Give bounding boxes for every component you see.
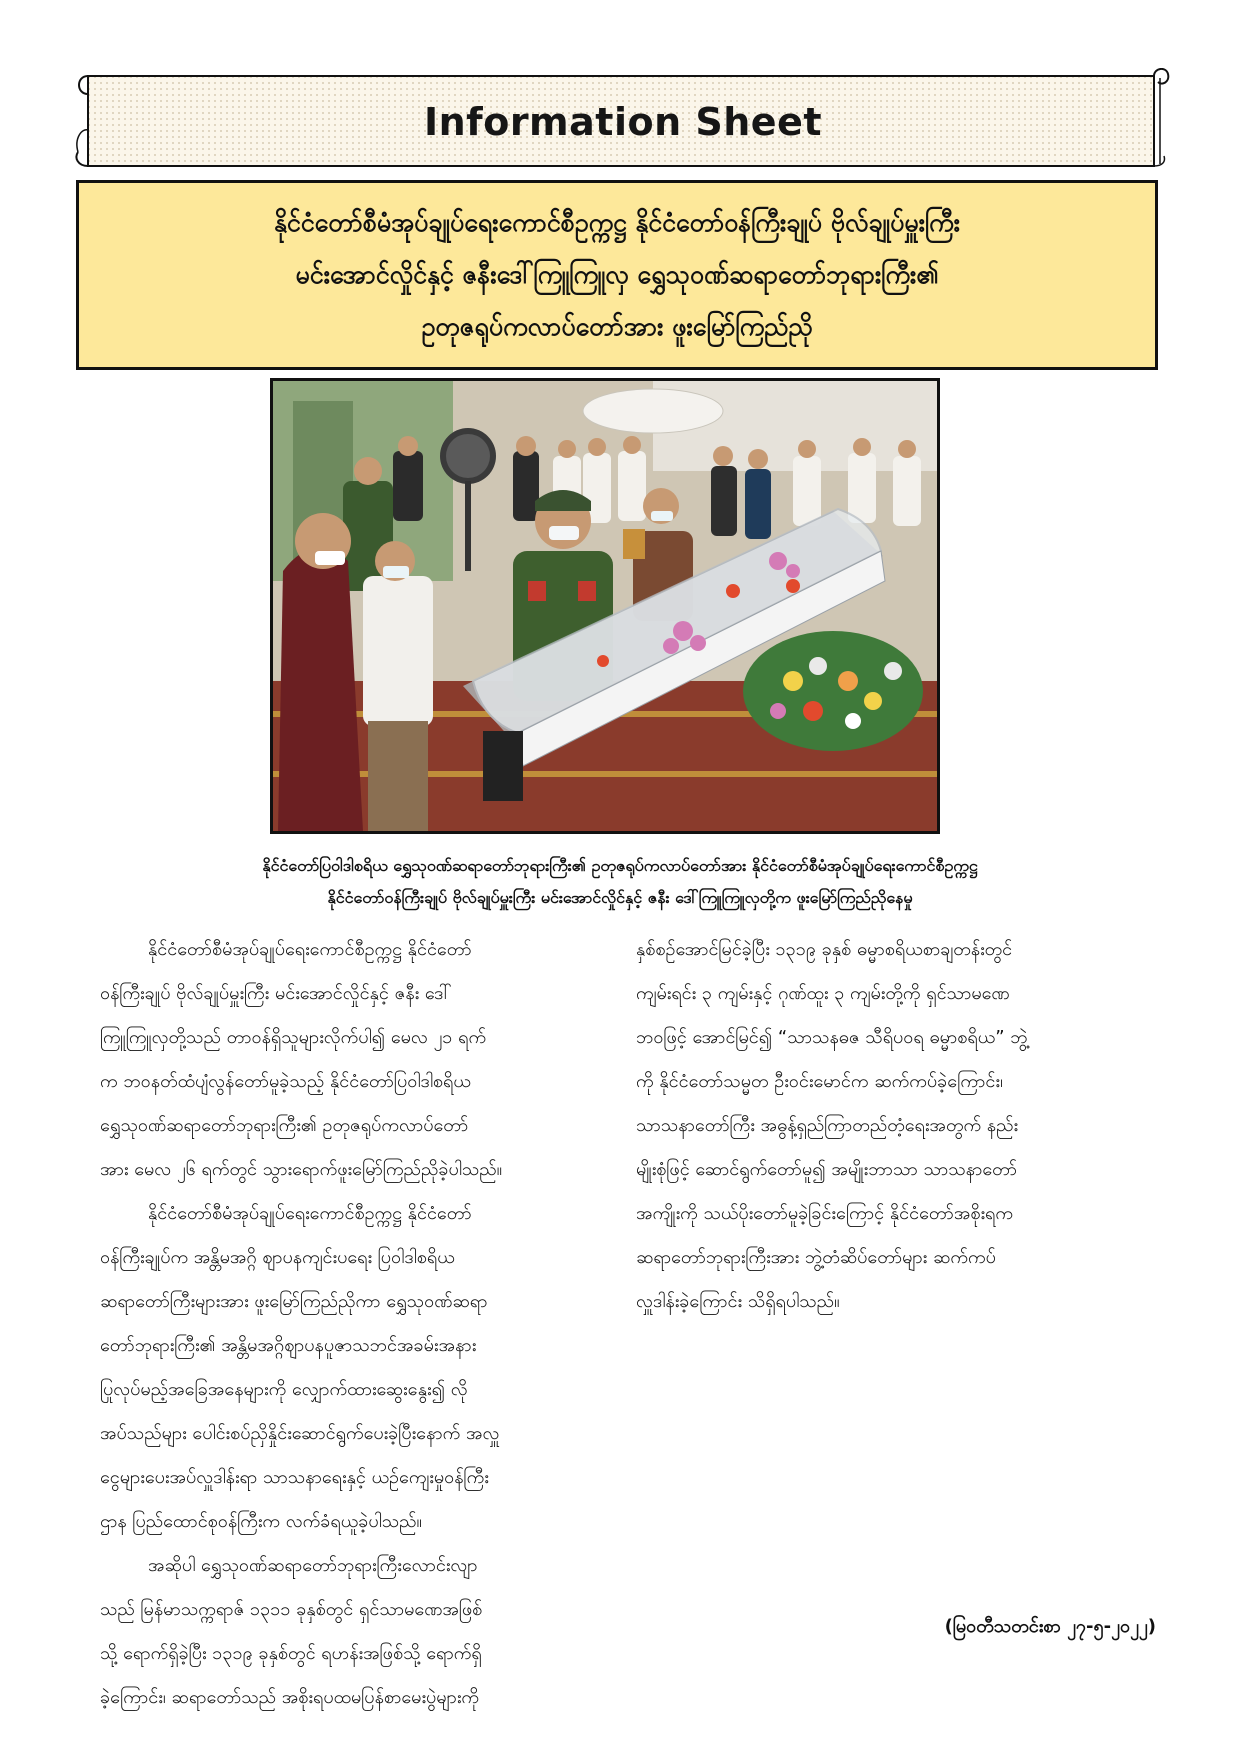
- article-text-line: သည် မြန်မာသက္ကရာဇ် ၁၃၁၁ ခုနှစ်တွင် ရှင်သာမဏေအဖြစ်: [100, 1599, 483, 1620]
- article-text-line: ကို နိုင်ငံတော်သမ္မတ ဦးဝင်းမောင်က ဆက်ကပ်ခဲ့ကြောင်း၊: [636, 1071, 1003, 1092]
- article-text-line: အကျိုးကို သယ်ပိုးတော်မူခဲ့ခြင်းကြောင့် နိုင်ငံတော်အစိုးရက: [636, 1203, 1013, 1224]
- article-text-line: ဝန်ကြီးချုပ် ဗိုလ်ချုပ်မှူးကြီး မင်းအောင်လှိုင်နှင့် ဇနီး ဒေါ်: [100, 983, 452, 1004]
- article-text-line: ဝန်ကြီးချုပ်က အန္တိမအဂ္ဂိ ဈာပနကျင်းပရေး ပြဝါဒါစရိယ: [100, 1247, 455, 1268]
- headline-line: မင်းအောင်လှိုင်နှင့် ဇနီးဒေါ်ကြူကြူလှ ရွှေသုဝဏ်ဆရာတော်ဘုရားကြီး၏: [295, 260, 939, 289]
- article-text-line: နိုင်ငံတော်စီမံအုပ်ချုပ်ရေးကောင်စီဥက္ကဋ္ဌ နိုင်ငံတော်: [148, 1203, 472, 1224]
- article-text-line: သို့ ရောက်ရှိခဲ့ပြီး ၁၃၁၉ ခုနှစ်တွင် ရဟန်းအဖြစ်သို့ ရောက်ရှိ: [100, 1643, 482, 1664]
- article-text-line: ဆရာတော်ကြီးများအား ဖူးမြော်ကြည်ညိုကာ ရွှေသုဝဏ်ဆရာ: [100, 1291, 488, 1312]
- photo-caption: [60, 850, 1180, 914]
- page-title: Information Sheet: [423, 100, 823, 144]
- title-banner: [74, 68, 1172, 176]
- article-text-line: ကြူကြူလှတို့သည် တာဝန်ရှိသူများလိုက်ပါ၍ မေလ ၂၁ ရက်: [100, 1027, 487, 1048]
- photo-illustration: [273, 381, 937, 831]
- article-text-line: အဆိုပါ ရွှေသုဝဏ်ဆရာတော်ဘုရားကြီးလောင်းလျာ: [148, 1555, 478, 1576]
- article-text-line: မျိုးစုံဖြင့် ဆောင်ရွက်တော်မူ၍ အမျိုးဘာသာ သာသနာတော်: [636, 1159, 1018, 1180]
- article-text-line: နိုင်ငံတော်စီမံအုပ်ချုပ်ရေးကောင်စီဥက္ကဋ္ဌ နိုင်ငံတော်: [148, 939, 472, 960]
- article-text-line: ကျမ်းရင်း ၃ ကျမ်းနှင့် ဂုဏ်ထူး ၃ ကျမ်းတို့ကို ရှင်သာမဏေ: [636, 983, 1010, 1004]
- article-text-line: အပ်သည်များ ပေါင်းစပ်ညှိနှိုင်းဆောင်ရွက်ပေးခဲ့ပြီးနောက် အလှူ: [100, 1423, 500, 1444]
- article-text-line: တော်ဘုရားကြီး၏ အန္တိမအဂ္ဂိဈာပနပူဇာသဘင်အခမ်းအနား: [100, 1335, 477, 1356]
- article-text-line: က ဘဝနတ်ထံပျံလွန်တော်မူခဲ့သည့် နိုင်ငံတော်ပြဝါဒါစရိယ: [100, 1071, 471, 1092]
- article-text-line: အား မေလ ၂၆ ရက်တွင် သွားရောက်ဖူးမြော်ကြည်ညိုခဲ့ပါသည်။: [100, 1159, 503, 1180]
- headline-line: နိုင်ငံတော်စီမံအုပ်ချုပ်ရေးကောင်စီဥက္ကဋ္ဌ နိုင်ငံတော်ဝန်ကြီးချုပ် ဗိုလ်ချုပ်မှူးကြီး: [273, 208, 960, 237]
- article-text-line: ပြုလုပ်မည့်အခြေအနေများကို လျှောက်ထားဆွေးနွေး၍ လို: [100, 1379, 468, 1400]
- article-text-line: ငွေများပေးအပ်လှူဒါန်းရာ သာသနာရေးနှင့် ယဉ်ကျေးမှုဝန်ကြီး: [100, 1467, 489, 1488]
- article-text-line: သာသနာတော်ကြီး အဓွန့်ရှည်ကြာတည်တံ့ရေးအတွက် နည်း: [636, 1115, 1019, 1136]
- article-column-left: [100, 928, 608, 1720]
- caption-line: နိုင်ငံတော်ပြဝါဒါစရိယ ရွှေသုဝဏ်ဆရာတော်ဘုရားကြီး၏ ဥတုဇရုပ်ကလာပ်တော်အား နိုင်ငံတော်စီမံအုပ်ချုပ်ရေးကောင်စီဥက္ကဋ္ဌ: [262, 856, 978, 875]
- news-photo: [270, 378, 940, 834]
- article-text-line: ရွှေသုဝဏ်ဆရာတော်ဘုရားကြီး၏ ဥတုဇရုပ်ကလာပ်တော်: [100, 1115, 469, 1136]
- source-citation: (မြဝတီသတင်းစာ ၂၇-၅-၂၀၂၂): [944, 1616, 1156, 1637]
- article-text-line: ဌာန ပြည်ထောင်စုဝန်ကြီးက လက်ခံရယူခဲ့ပါသည်။: [100, 1511, 422, 1532]
- headline-line: ဥတုဇရုပ်ကလာပ်တော်အား ဖူးမြော်ကြည်ညို: [421, 312, 813, 341]
- article-text-line: ဆရာတော်ဘုရားကြီးအား ဘွဲ့တံဆိပ်တော်များ ဆက်ကပ်: [636, 1247, 996, 1268]
- article-text-line: လှူဒါန်းခဲ့ကြောင်း သိရှိရပါသည်။: [636, 1291, 840, 1312]
- article-column-right: [636, 928, 1156, 1324]
- article-text-line: နှစ်စဉ်အောင်မြင်ခဲ့ပြီး ၁၃၁၉ ခုနှစ် ဓမ္မာစရိယစာချတန်းတွင်: [636, 939, 1013, 960]
- headline-box: [76, 180, 1158, 370]
- article-text-line: ခဲ့ကြောင်း၊ ဆရာတော်သည် အစိုးရပထမပြန်စာမေးပွဲများကို: [100, 1687, 480, 1708]
- article-text-line: ဘဝဖြင့် အောင်မြင်၍ “သာသနဓဇ သီရိပဝရ ဓမ္မာစရိယ” ဘွဲ့: [636, 1027, 1028, 1048]
- caption-line: နိုင်ငံတော်ဝန်ကြီးချုပ် ဗိုလ်ချုပ်မှူးကြီး မင်းအောင်လှိုင်နှင့် ဇနီး ဒေါ်ကြူကြူလှတို့က ဖူးမြော်ကြည်ညိုနေမှု: [327, 888, 913, 907]
